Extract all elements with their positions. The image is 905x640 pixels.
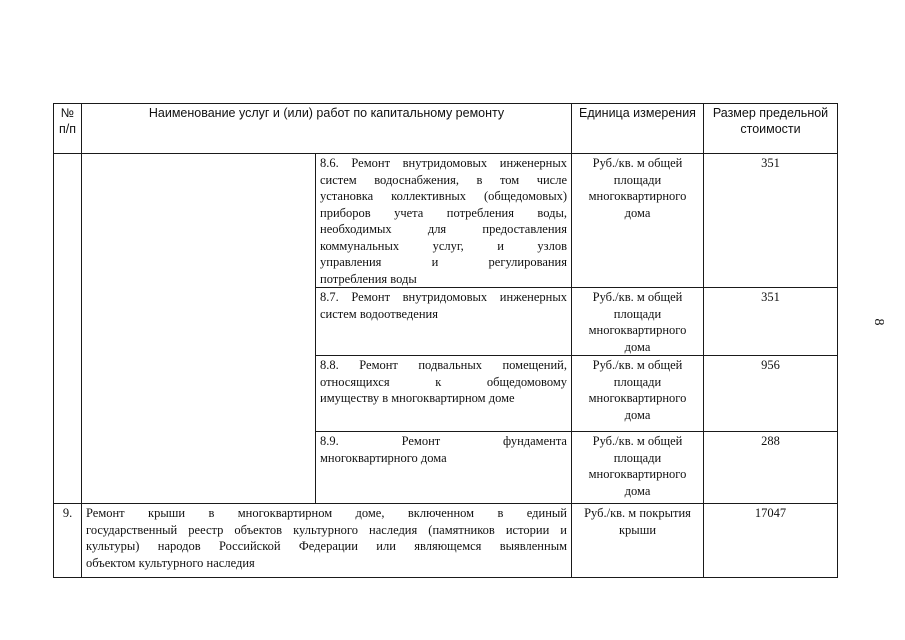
group-name-cell bbox=[82, 154, 316, 504]
description-line: приборов учета потребления воды, bbox=[320, 205, 567, 220]
row-description bbox=[316, 154, 572, 288]
description-line: относящихся к общедомовому bbox=[320, 374, 567, 389]
page-number: 8 bbox=[871, 318, 886, 326]
description-line: 8.6. Ремонт внутридомовых инженерных bbox=[320, 156, 567, 170]
description-line: государственный реестр объектов культурного наследия (памятников истории и bbox=[86, 522, 567, 537]
row-cost: 17047 bbox=[704, 504, 838, 578]
row-cost: 288 bbox=[704, 432, 838, 504]
description-line: управления и регулирования bbox=[320, 255, 567, 269]
table-row bbox=[54, 154, 838, 288]
description-line: необходимых для предоставления bbox=[320, 222, 567, 236]
row-cost: 351 bbox=[704, 288, 838, 356]
description-line: потребления воды bbox=[320, 271, 417, 286]
row-unit: Руб./кв. м общей площади многоквартирного дома bbox=[572, 432, 704, 504]
header-num: № п/п bbox=[54, 104, 82, 154]
row-number: 9. bbox=[54, 504, 82, 578]
row-cost: 351 bbox=[704, 154, 838, 288]
description-line: систем водоснабжения, в том числе bbox=[320, 172, 567, 187]
cost-table bbox=[53, 103, 838, 578]
row-unit: Руб./кв. м общей площади многоквартирного дома bbox=[572, 288, 704, 356]
header-unit: Единица измерения bbox=[572, 104, 704, 154]
row-unit: Руб./кв. м покрытия крыши bbox=[572, 504, 704, 578]
table-header-row bbox=[54, 104, 838, 154]
row-unit: Руб./кв. м общей площади многоквартирного дома bbox=[572, 154, 704, 288]
description-line: 8.8. Ремонт подвальных помещений, bbox=[320, 358, 567, 372]
description-line: культуры) народов Российской Федерации или являющемся выявленным bbox=[86, 539, 567, 553]
description-line: 8.7. Ремонт внутридомовых инженерных bbox=[320, 290, 567, 304]
row-description bbox=[82, 504, 572, 578]
row-description bbox=[316, 432, 572, 504]
row-description bbox=[316, 356, 572, 432]
description-line: систем водоотведения bbox=[320, 306, 438, 321]
row-cost: 956 bbox=[704, 356, 838, 432]
description-line: Ремонт крыши в многоквартирном доме, включенном в единый bbox=[86, 506, 567, 520]
description-line: многоквартирного дома bbox=[320, 450, 447, 465]
row-number bbox=[54, 154, 82, 504]
description-line: объектом культурного наследия bbox=[86, 555, 255, 570]
header-cost: Размер предельной стоимости bbox=[704, 104, 838, 154]
description-line: 8.9. Ремонт фундамента bbox=[320, 434, 567, 448]
table-row bbox=[54, 504, 838, 578]
row-unit: Руб./кв. м общей площади многоквартирного дома bbox=[572, 356, 704, 432]
description-line: установка коллективных (общедомовых) bbox=[320, 189, 567, 203]
header-name: Наименование услуг и (или) работ по капитальному ремонту bbox=[82, 104, 572, 154]
description-line: коммунальных услуг, и узлов bbox=[320, 238, 567, 253]
row-description bbox=[316, 288, 572, 356]
description-line: имуществу в многоквартирном доме bbox=[320, 391, 515, 405]
